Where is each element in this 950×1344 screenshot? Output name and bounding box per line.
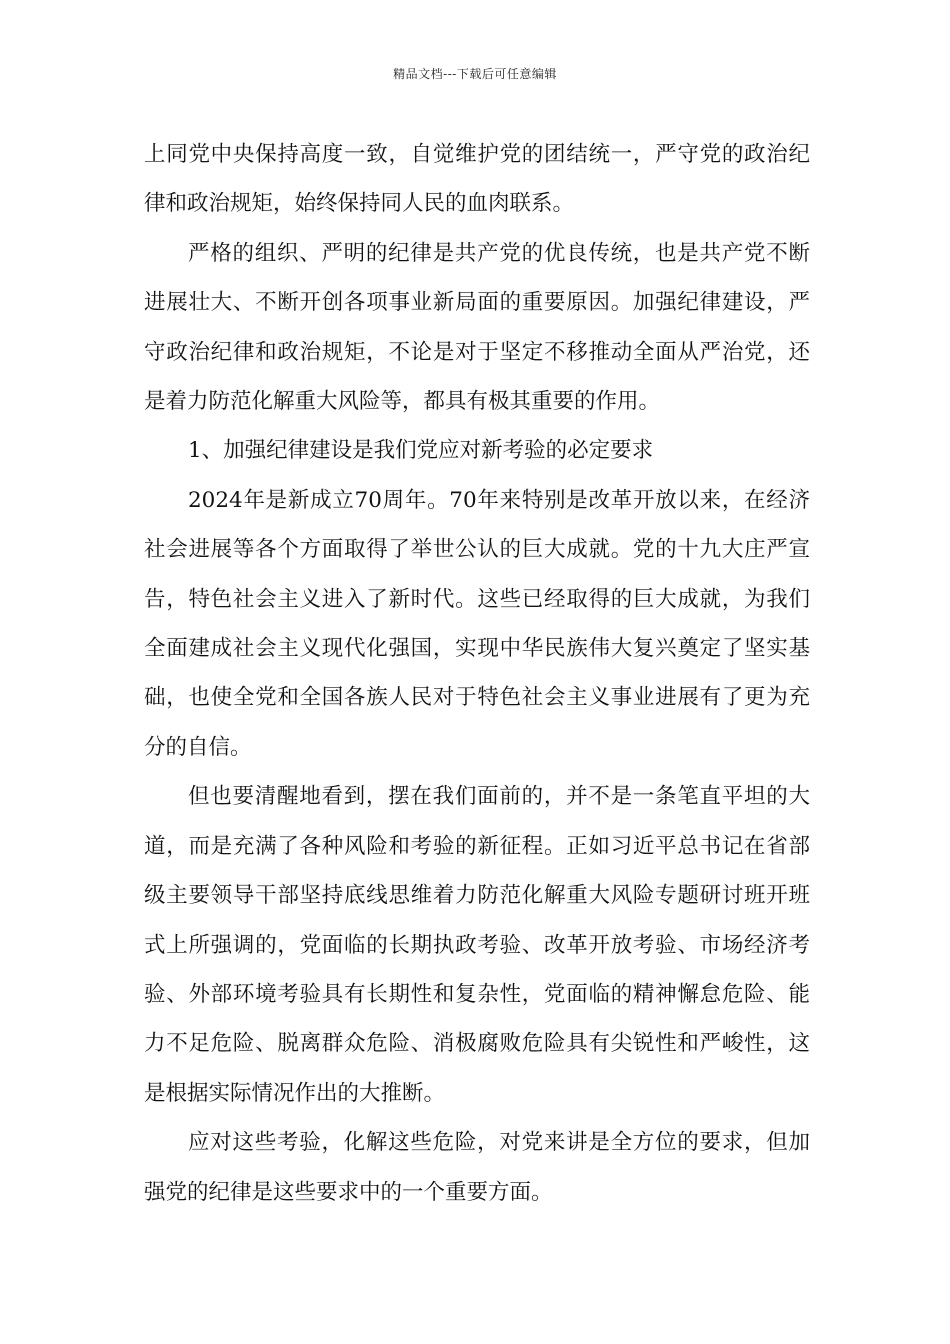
section-heading: 1、加强纪律建设是我们党应对新考验的必定要求 <box>188 438 654 464</box>
paragraph: 2024年是新成立70周年。70年来特别是改革开放以来，在经济社会进展等各个方面取得了举世公认的巨大成就。党的十九大庄严宣告，特色社会主义进入了新时代。这些已经取得的巨大成就，为我们全面建成社会主义现代化强国，实现中华民族伟大复兴奠定了坚实基础，也使全党和全国各族人民对于特色社会主义事业进展有了更为充分的自信。 <box>144 487 810 760</box>
paragraph: 上同党中央保持高度一致，自觉维护党的团结统一，严守党的政治纪律和政治规矩，始终保持同人民的血肉联系。 <box>144 142 810 217</box>
paragraph: 但也要清醒地看到，摆在我们面前的，并不是一条笔直平坦的大道，而是充满了各种风险和考验的新征程。正如习近平总书记在省部级主要领导干部坚持底线思维着力防范化解重大风险专题研讨班开班式上所强调的，党面临的长期执政考验、改革开放考验、市场经济考验、外部环境考验具有长期性和复杂性，党面临的精神懈怠危险、能力不足危险、脱离群众危险、消极腐败危险具有尖锐性和严峻性，这是根据实际情况作出的大推断。 <box>144 784 810 1106</box>
document-body <box>144 130 810 1217</box>
page-header: 精品文档---下载后可任意编辑 <box>393 67 557 81</box>
paragraph: 应对这些考验，化解这些危险，对党来讲是全方位的要求，但加强党的纪律是这些要求中的一个重要方面。 <box>144 1130 810 1205</box>
paragraph: 严格的组织、严明的纪律是共产党的优良传统，也是共产党不断进展壮大、不断开创各项事业新局面的重要原因。加强纪律建设，严守政治纪律和政治规矩，不论是对于坚定不移推动全面从严治党，还是着力防范化解重大风险等，都具有极其重要的作用。 <box>144 240 810 415</box>
